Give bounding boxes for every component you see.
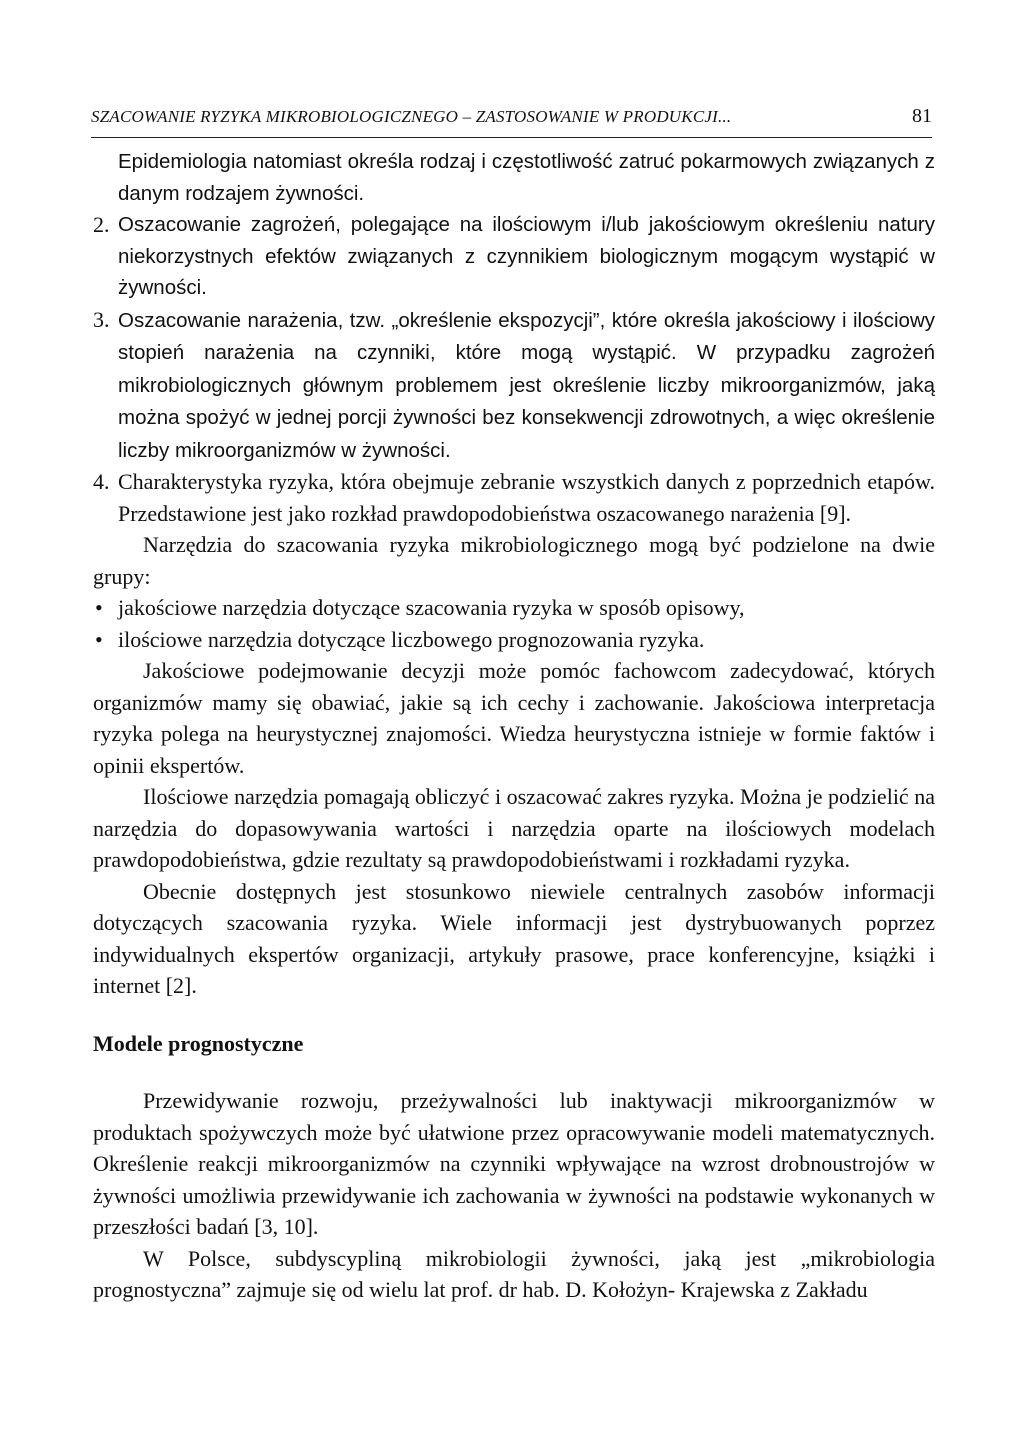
paragraph-poland: W Polsce, subdyscypliną mikrobiologii żywności, jaką jest „mikrobiologia prognostyczna” zajmuje się od wielu lat prof. dr hab. D. Kołożyn- Krajewska z Zakładu — [93, 1245, 935, 1302]
bullet-list — [93, 592, 935, 655]
bullet-text: ilościowe narzędzia dotyczące liczbowego prognozowania ryzyka. — [118, 626, 705, 652]
list-number: 2. — [93, 212, 110, 237]
paragraph-prediction: Przewidywanie rozwoju, przeżywalności lub inaktywacji mikroorganizmów w produktach spożywczych może być ułatwione przez opracowywanie modeli matematycznych. Określenie reakcji mikroorganizmów na czynniki wpływające na wzrost drobnoustrojów w żywności umożliwia przewidywanie ich zachowania w żywności na podstawie wykonanych w przeszłości badań [3, 10]. — [93, 1088, 935, 1239]
list-item-2 — [93, 209, 935, 304]
bullet-text: jakościowe narzędzia dotyczące szacowania ryzyka w sposób opisowy, — [118, 595, 745, 620]
list-number: 3. — [93, 306, 110, 332]
bullet-item — [93, 592, 935, 624]
paragraph-qualitative: Jakościowe podejmowanie decyzji może pomóc fachowcom zadecydować, których organizmów mamy się obawiać, jakie są ich cechy i zachowanie. Jakościowa interpretacja ryzyka polega na heurystycznej znajomości. Wiedza heurystyczna istnieje w formie faktów i opinii ekspertów. — [93, 658, 935, 778]
page-header — [91, 97, 932, 138]
continuation-paragraph: Epidemiologia natomiast określa rodzaj i częstotliwość zatruć pokarmowych związanych z danym rodzajem żywności. — [118, 150, 935, 205]
list-item-4 — [93, 466, 935, 529]
bullet-icon: • — [95, 626, 103, 652]
list-item-text — [118, 304, 935, 467]
list-item-text: Charakterystyka ryzyka, która obejmuje zebranie wszystkich danych z poprzednich etapów. Przedstawione jest jako rozkład prawdopodobieństwa oszacowanego narażenia [9]. — [118, 469, 935, 526]
page-number: 81 — [912, 105, 932, 127]
page-body — [93, 146, 935, 1306]
bullet-icon: • — [95, 595, 103, 620]
section-title: Modele prognostyczne — [93, 1030, 304, 1056]
list-item-text-part: Oszacowanie narażenia, tzw. „określenie ekspozycji”, które określa jakościowy i ilościowy stopień narażenia na czynniki, które mogą wystąpić. W przypadku zagrożeń mikrobiologicznych głównym problemem jest określenie liczby mikroorganizmów, jaką można spożyć w jednej porcji żywności bez konsekwencji zdrowotnych, a więc określenie liczby mikroorganizmów w żywności. — [118, 308, 935, 462]
paragraph-quantitative: Ilościowe narzędzia pomagają obliczyć i oszacować zakres ryzyka. Można je podzielić na narzędzia do dopasowywania wartości i narzędzia oparte na ilościowych modelach prawdopodobieństwa, gdzie rezultaty są prawdopodobieństwami i rozkładami ryzyka. — [93, 784, 935, 872]
list-item-text: Oszacowanie zagrożeń, polegające na ilościowym i/lub jakościowym określeniu natury niekorzystnych efektów związanych z czynnikiem biologicznym mogącym wystąpić w żywności. — [118, 213, 935, 299]
list-item-3 — [93, 304, 935, 467]
bullet-item — [93, 624, 935, 656]
running-head: SZACOWANIE RYZYKA MIKROBIOLOGICZNEGO – ZASTOSOWANIE W PRODUKCJI... — [91, 107, 732, 126]
paragraph-tools: Narzędzia do szacowania ryzyka mikrobiologicznego mogą być podzielone na dwie grupy: — [93, 532, 935, 589]
list-number: 4. — [93, 469, 110, 494]
paragraph-resources: Obecnie dostępnych jest stosunkowo niewiele centralnych zasobów informacji dotyczących szacowania ryzyka. Wiele informacji jest dystrybuowanych poprzez indywidualnych ekspertów organizacji, artykuły prasowe, prace konferencyjne, książki i internet [2]. — [93, 878, 935, 998]
